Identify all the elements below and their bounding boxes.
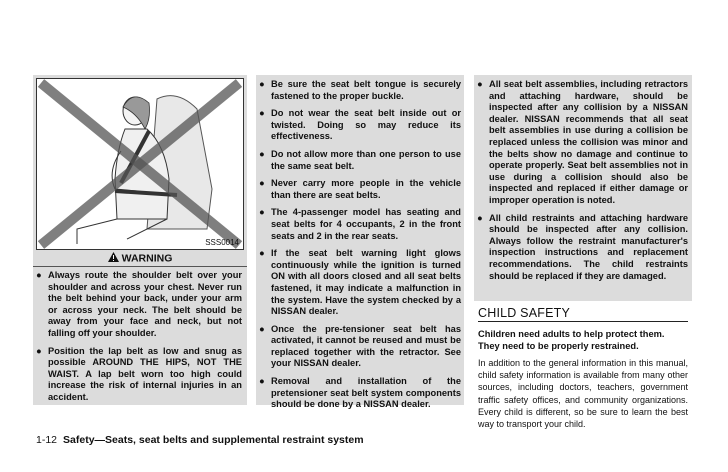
bullet-icon: ●: [477, 212, 483, 223]
page-footer: [36, 434, 364, 446]
list-item: ● Position the lap belt as low and snug as possible AROUND THE HIPS, NOT THE WAIST. A lap belt worn too high could increase the risk of internal injuries in an accident.: [36, 345, 242, 402]
section-paragraph: In addition to the general information in this manual, child safety information is available from many other sources, including doctors, teachers, government traffic safety offices, and community organizations. Every child is different, so be sure to learn the best way to transport your child.: [478, 358, 688, 430]
bullet-icon: ●: [259, 148, 265, 159]
list-item: ● Always route the shoulder belt over your shoulder and across your chest. Never run the belt behind your back, under your arm or across your neck. The belt should be away from your face and neck, but not falling off your shoulder.: [36, 270, 242, 338]
right-list: [477, 79, 688, 288]
bullet-icon: ●: [259, 323, 265, 334]
footer-title: Safety—Seats, seat belts and supplemental restraint system: [63, 434, 364, 446]
list-item: ● The 4-passenger model has seating and seat belts for 4 occupants, 2 in the front seats and 2 in the rear seats.: [259, 207, 461, 241]
section-intro: Children need adults to help protect them. They need to be properly restrained.: [478, 329, 665, 351]
warning-heading: [36, 252, 244, 265]
bullet-icon: ●: [477, 79, 483, 89]
list-item: ● Be sure the seat belt tongue is securely fastened to the proper buckle.: [259, 79, 461, 101]
bullet-icon: ●: [36, 270, 42, 280]
bullet-icon: ●: [259, 79, 265, 89]
warning-list: [36, 270, 242, 410]
list-item: ● Removal and installation of the pretensioner seat belt system components should be done by a NISSAN dealer.: [259, 376, 461, 410]
list-item: ● All child restraints and attaching hardware should be inspected after any collision. Always follow the restraint manufacturer's inspection instructions and replacement recommendations. The child restraints should be replaced if they are damaged.: [477, 212, 688, 281]
bullet-icon: ●: [259, 207, 265, 218]
list-item: ● If the seat belt warning light glows continuously while the ignition is turned ON with all doors closed and all seat belts fastened, it may indicate a malfunction in the system. Have the system checked by a NISSAN dealer.: [259, 248, 461, 317]
seatbelt-illustration: [36, 78, 244, 250]
list-item: ● Never carry more people in the vehicle than there are seat belts.: [259, 178, 461, 200]
list-item: ● Once the pre-tensioner seat belt has activated, it cannot be reused and must be replaced together with the retractor. See your NISSAN dealer.: [259, 323, 461, 369]
x-cross-icon: [37, 79, 243, 249]
bullet-icon: ●: [259, 376, 265, 387]
list-item: ● All seat belt assemblies, including retractors and attaching hardware, should be inspected after any collision by a NISSAN dealer. NISSAN recommends that all seat belt assemblies in use during a collision be replaced unless the collision was minor and the belts show no damage and continue to operate properly. Seat belt assemblies not in use during a collision should also be inspected and replaced if either damage or improper operation is noted.: [477, 79, 688, 205]
list-item: ● Do not wear the seat belt inside out or twisted. Doing so may reduce its effectiveness.: [259, 108, 461, 142]
warning-triangle-icon: [108, 252, 119, 265]
section-rule: [478, 321, 688, 322]
warning-separator: [33, 266, 247, 267]
figure-code: SSS0014: [205, 238, 239, 247]
section-title: CHILD SAFETY: [478, 306, 570, 320]
list-item: ● Do not allow more than one person to use the same seat belt.: [259, 148, 461, 171]
bullet-icon: ●: [36, 345, 42, 356]
middle-list: [259, 79, 461, 417]
bullet-icon: ●: [259, 108, 265, 119]
page-number: 1-12: [36, 434, 58, 446]
bullet-icon: ●: [259, 178, 265, 189]
bullet-icon: ●: [259, 248, 265, 259]
warning-heading-text: WARNING: [121, 252, 173, 265]
